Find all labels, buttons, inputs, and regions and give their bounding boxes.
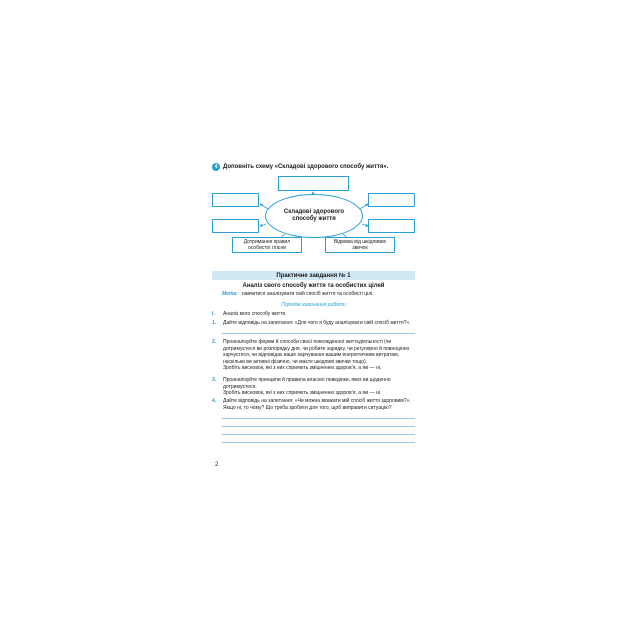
item-number: I. [212, 311, 215, 317]
item-text: Проаналізуйте принципи й правила власної поведінки, яких ви щоденно дотримуєтеся. [223, 377, 391, 390]
item-number: 2. [212, 339, 217, 345]
diagram-box-right-mid-empty[interactable] [368, 219, 415, 233]
list-item [212, 339, 415, 372]
list-item [212, 320, 415, 327]
answer-line[interactable] [222, 333, 415, 334]
practical-title: Практичне завдання № 1 [276, 273, 351, 279]
task-title: Доповніть схему «Складові здорового способу життя». [223, 164, 389, 170]
diagram-center-label: Складові здорового способу життя [283, 209, 345, 222]
list-item [212, 398, 415, 411]
task-number-badge: 4 [212, 163, 220, 171]
answer-line[interactable] [222, 442, 415, 443]
list-item [212, 311, 415, 318]
item-text: Проаналізуйте форми й способи своєї повсякденної життєдіяльності (чи дотримуєтеся ви розпорядку дня, чи робите зарядку, чи регулярно й повноцінно харчуєтеся, чи відповідає ваше харчування вашим енергетичним витратам, наскільки ви активні фізично, чи маєте шкідливі звички тощо). [223, 339, 410, 365]
item-number: 3. [212, 377, 217, 383]
diagram-box-left-top-empty[interactable] [212, 193, 259, 207]
diagram-box-right-top-empty[interactable] [368, 193, 415, 207]
list-item [212, 377, 415, 397]
item-text: Дайте відповідь на запитання: «Чи можна вважати мій спосіб життя здоровим?». Якщо ні, то чому? Що треба зробити для того, щоб виправити ситуацію? [223, 398, 411, 411]
order-title: Порядок виконання роботи [281, 302, 346, 308]
item-text: Аналіз мого способу життя. [223, 311, 287, 317]
diagram-box-habits [325, 237, 395, 253]
item-note: Зробіть висновок, які з них сприяють зміцненню здоров’я, а які — ні. [223, 390, 382, 397]
goal-label: Мета: [222, 291, 238, 297]
item-note: Зробіть висновок, які з них сприяють зміцненню здоров’я, а які — ні. [223, 365, 382, 372]
answer-line[interactable] [222, 426, 415, 427]
item-number: 1. [212, 320, 217, 326]
diagram-box-habits-label: Відмова від шкідливих звичок [333, 239, 387, 251]
answer-line[interactable] [222, 434, 415, 435]
item-number: 4. [212, 398, 217, 404]
diagram-box-hygiene-label: Дотримання правил особистої гігієни [243, 239, 291, 251]
practical-goal [222, 291, 374, 298]
diagram-center-ellipse [265, 194, 363, 238]
goal-text: навчитися аналізувати свій спосіб життя та особисті цілі. [241, 291, 374, 297]
answer-line[interactable] [222, 418, 415, 419]
item-text: Дайте відповідь на запитання: «Для чого я буду аналізувати свій спосіб життя?». [223, 320, 411, 326]
page-number: 2 [215, 462, 219, 468]
diagram-box-hygiene [232, 237, 302, 253]
diagram-box-left-mid-empty[interactable] [212, 219, 259, 233]
diagram-box-top-empty[interactable] [278, 176, 349, 191]
practical-subtitle: Аналіз свого способу життя та особистих цілей [242, 283, 385, 289]
